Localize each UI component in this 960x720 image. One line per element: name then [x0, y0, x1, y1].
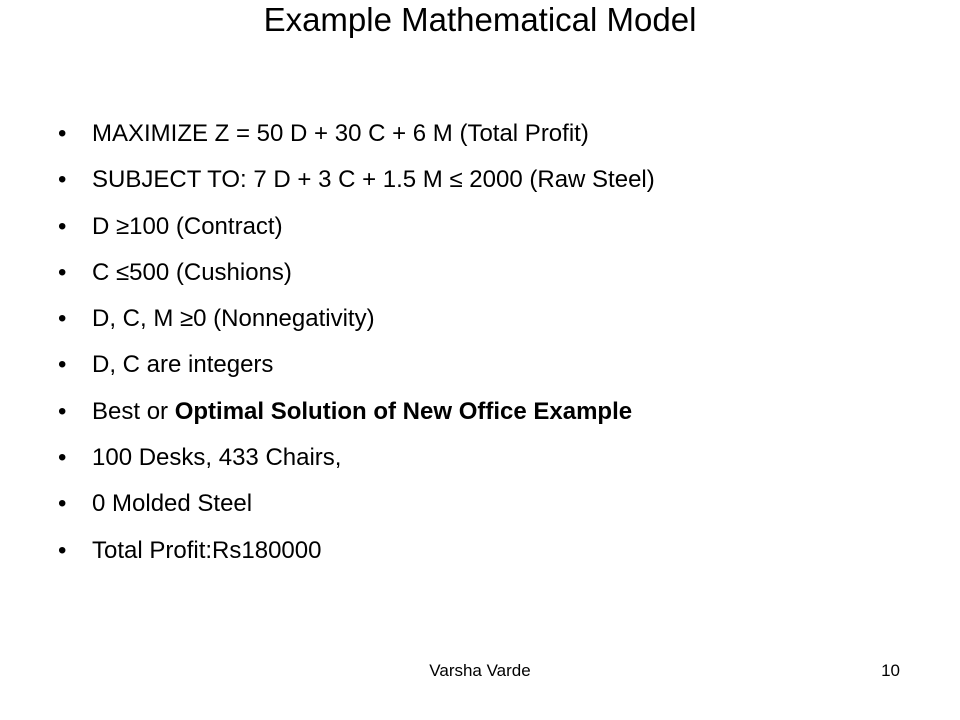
bullet-text: SUBJECT TO: 7 D + 3 C + 1.5 M ≤ 2000 (Raw Steel) [92, 166, 655, 194]
bullet-marker: • [58, 305, 67, 333]
bullet-text: C ≤500 (Cushions) [92, 258, 292, 286]
bullet-total-profit [58, 528, 938, 574]
bullet-marker: • [58, 351, 67, 379]
footer-author: Varsha Varde [429, 661, 531, 680]
bullet-marker: • [58, 490, 67, 518]
bullet-marker: • [58, 397, 67, 425]
bullet-text: Total Profit:Rs180000 [92, 536, 322, 564]
bullet-text: D ≥100 (Contract) [92, 212, 283, 240]
bullet-solution-desks-chairs [58, 435, 938, 481]
bullet-constraint-cushions [58, 250, 938, 296]
bullet-constraint-steel [58, 157, 938, 203]
bullet-list [58, 111, 938, 574]
bullet-optimal-solution [58, 389, 938, 435]
bullet-marker: • [58, 212, 67, 240]
bullet-text: 0 Molded Steel [92, 490, 253, 518]
bullet-marker: • [58, 444, 67, 472]
bullet-objective [58, 111, 938, 157]
page-number: 10 [881, 661, 900, 680]
bullet-text [92, 389, 632, 435]
slide-title: Example Mathematical Model [263, 1, 697, 38]
bullet-bold-text: Optimal Solution of New Office Example [174, 397, 633, 425]
bullet-marker: • [58, 166, 67, 194]
bullet-marker: • [58, 536, 67, 564]
bullet-text: 100 Desks, 433 Chairs, [92, 444, 342, 472]
bullet-text: D, C, M ≥0 (Nonnegativity) [92, 305, 375, 333]
bullet-constraint-nonnegativity [58, 296, 938, 342]
bullet-marker: • [58, 258, 67, 286]
bullet-solution-molded-steel [58, 481, 938, 527]
bullet-marker: • [58, 120, 67, 147]
bullet-constraint-integers [58, 342, 938, 388]
bullet-text: MAXIMIZE Z = 50 D + 30 C + 6 M (Total Profit) [92, 120, 589, 147]
bullet-constraint-contract [58, 204, 938, 250]
bullet-text: D, C are integers [92, 351, 274, 379]
bullet-prefix: Best or [92, 397, 175, 425]
